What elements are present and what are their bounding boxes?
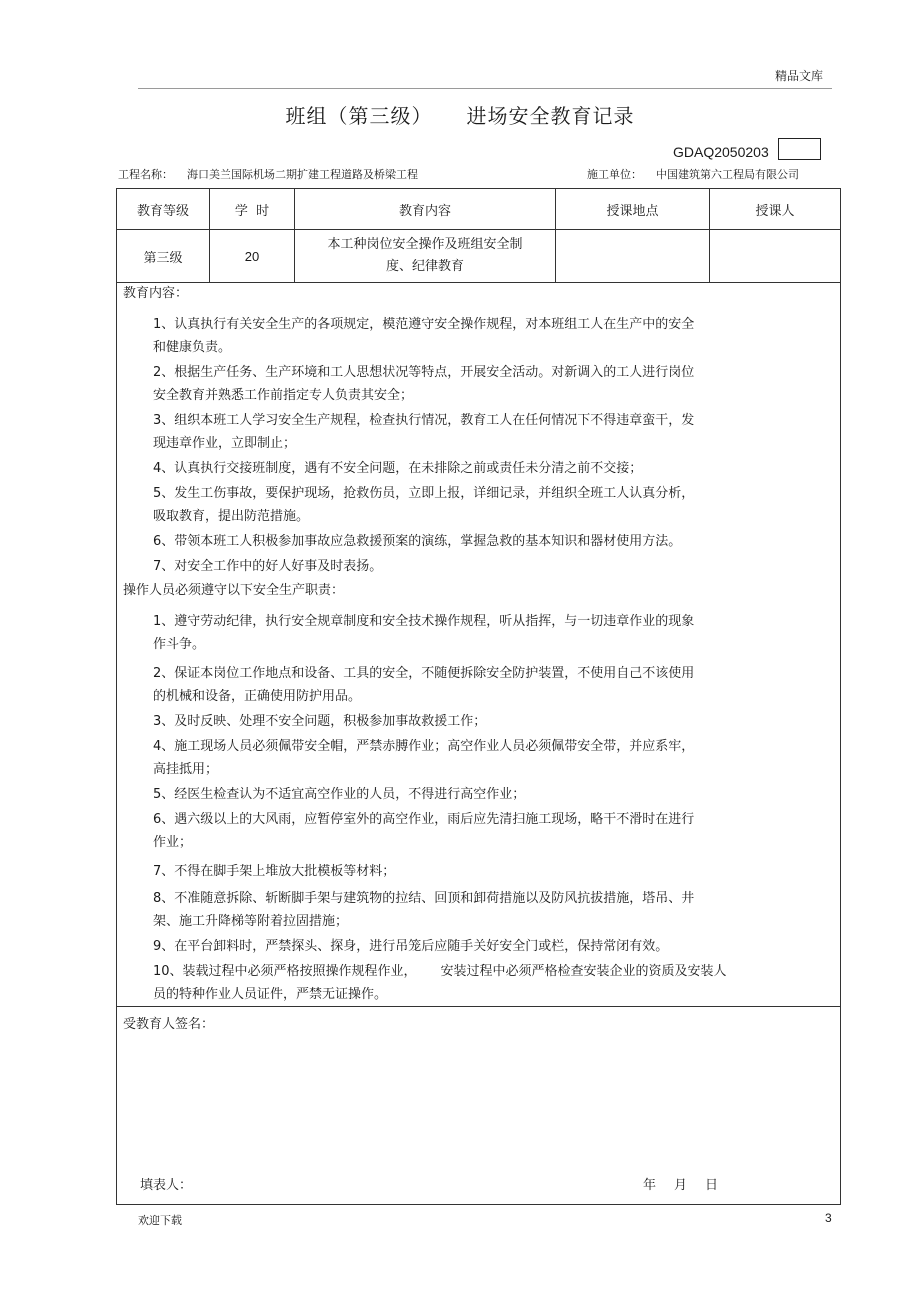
list-item-line-1: 9、在平台卸料时，严禁探头、探身，进行吊笼后应随手关好安全门或栏，保持常闭有效。	[153, 939, 669, 954]
project-value: 海口美兰国际机场二期扩建工程道路及桥梁工程	[187, 168, 418, 181]
content-cell	[117, 283, 841, 1007]
list-item	[123, 735, 765, 781]
signature-label: 受教育人签名：	[123, 1017, 215, 1032]
list-item	[123, 457, 765, 480]
table-row	[117, 230, 841, 283]
list-item-line-2: 和健康负责。	[153, 340, 232, 355]
topic-line-1: 本工种岗位安全操作及班组安全制	[327, 237, 523, 252]
list-item	[123, 555, 765, 578]
project-label: 工程名称：	[118, 168, 173, 181]
list-item-line-1b: 安装过程中必须严格检查安装企业的资质及安装人	[440, 964, 727, 979]
title-part-1: 班组（第三级）	[285, 104, 433, 128]
list-item-line-1: 7、对安全工作中的好人好事及时表扬。	[153, 559, 383, 574]
duty-items	[123, 610, 832, 1006]
cell-hours: 20	[210, 230, 295, 283]
list-item-line-2: 的机械和设备，正确使用防护用品。	[153, 689, 362, 704]
doc-code: GDAQ2050203	[673, 144, 769, 160]
list-item-line-2: 作业；	[153, 835, 193, 850]
cell-lecturer	[710, 230, 841, 283]
list-item	[123, 860, 765, 883]
content-row	[117, 283, 841, 1007]
list-item-line-1: 6、遇六级以上的大风雨，应暂停室外的高空作业，雨后应先清扫施工现场，略干不滑时在进行	[153, 812, 695, 827]
list-item	[123, 808, 765, 854]
contractor-info	[587, 166, 799, 182]
list-item-line-1: 5、发生工伤事故，要保护现场，抢救伤员，立即上报，详细记录，并组织全班工人认真分析，	[153, 486, 695, 501]
list-item-line-1: 2、保证本岗位工作地点和设备、工具的安全，不随便拆除安全防护装置，不使用自己不该使用	[153, 666, 695, 681]
topic-line-2: 度、纪律教育	[385, 259, 464, 274]
header-cell-lecturer: 授课人	[710, 189, 841, 230]
list-item-line-1: 5、经医生检查认为不适宜高空作业的人员，不得进行高空作业；	[153, 787, 526, 802]
header-rule	[138, 88, 832, 89]
list-item-line-1: 4、认真执行交接班制度，遇有不安全问题，在未排除之前或责任未分清之前不交接；	[153, 461, 643, 476]
list-item-line-1: 1、遵守劳动纪律，执行安全规章制度和安全技术操作规程，听从指挥，与一切违章作业的现象	[153, 614, 695, 629]
list-item	[123, 530, 765, 553]
cell-level: 第三级	[117, 230, 210, 283]
list-item	[123, 409, 765, 455]
list-item	[123, 662, 765, 708]
header-cell-content: 教育内容	[295, 189, 556, 230]
list-item-line-2: 安全教育并熟悉工作前指定专人负责其安全；	[153, 388, 414, 403]
list-item-line-2: 作斗争。	[153, 637, 206, 652]
list-item	[123, 610, 765, 656]
list-item-line-2: 现违章作业，立即制止；	[153, 436, 297, 451]
list-item-line-2: 吸取教育，提出防范措施。	[153, 509, 310, 524]
cell-topic	[295, 230, 556, 283]
list-item-line-2: 高挂抵用；	[153, 762, 219, 777]
contractor-value: 中国建筑第六工程局有限公司	[656, 168, 799, 181]
content-label: 教育内容：	[123, 286, 189, 301]
cell-location	[556, 230, 710, 283]
list-item-line-1: 8、不准随意拆除、斩断脚手架与建筑物的拉结、回顶和卸荷措施以及防风抗拔措施，塔吊、井	[153, 891, 695, 906]
page-number: 3	[825, 1211, 832, 1225]
list-item-line-1: 3、及时反映、处理不安全问题，积极参加事故救援工作；	[153, 714, 487, 729]
list-item-line-1: 1、认真执行有关安全生产的各项规定，模范遵守安全操作规程，对本班组工人在生产中的安全	[153, 317, 695, 332]
contractor-label: 施工单位：	[587, 168, 642, 181]
doc-code-box	[778, 138, 821, 160]
content-items	[123, 313, 832, 578]
filler-label: 填表人：	[140, 1178, 193, 1193]
list-item	[123, 482, 765, 528]
list-item	[123, 783, 765, 806]
header-brand: 精品文库	[775, 69, 824, 83]
date-month: 月	[674, 1178, 688, 1193]
list-item-line-1: 2、根据生产任务、生产环境和工人思想状况等特点，开展安全活动。对新调入的工人进行岗位	[153, 365, 695, 380]
date-day: 日	[705, 1178, 719, 1193]
project-info	[118, 166, 418, 182]
list-item-line-2: 架、施工升降梯等附着拉固措施；	[153, 914, 349, 929]
education-record-table	[116, 188, 841, 1205]
list-item	[123, 710, 765, 733]
title-part-2: 进场安全教育记录	[466, 104, 635, 128]
header-cell-location: 授课地点	[556, 189, 710, 230]
header-cell-level: 教育等级	[117, 189, 210, 230]
date-year: 年	[643, 1178, 657, 1193]
list-item-line-1: 7、不得在脚手架上堆放大批模板等材料；	[153, 864, 396, 879]
download-text: 欢迎下载	[138, 1214, 182, 1227]
table-header-row	[117, 189, 841, 230]
page-title	[0, 100, 920, 129]
list-item-line-1	[153, 960, 765, 983]
list-item	[123, 361, 765, 407]
list-item	[123, 960, 765, 1006]
list-item	[123, 313, 765, 359]
date-field	[643, 1174, 736, 1193]
list-item-line-1: 3、组织本班工人学习安全生产规程，检查执行情况，教育工人在任何情况下不得违章蛮干，发	[153, 413, 695, 428]
list-item-line-1a: 10、装载过程中必须严格按照操作规程作业，	[153, 964, 417, 979]
list-item-line-1: 6、带领本班工人积极参加事故应急救援预案的演练，掌握急救的基本知识和器材使用方法。	[153, 534, 682, 549]
list-item-line-1: 4、施工现场人员必须佩带安全帽，严禁赤膊作业；高空作业人员必须佩带安全带，并应系牢，	[153, 739, 695, 754]
header-cell-hours: 学 时	[210, 189, 295, 230]
duty-label: 操作人员必须遵守以下安全生产职责：	[123, 583, 345, 598]
list-item	[123, 935, 765, 958]
list-item-line-2: 员的特种作业人员证件，严禁无证操作。	[153, 987, 388, 1002]
list-item	[123, 887, 765, 933]
